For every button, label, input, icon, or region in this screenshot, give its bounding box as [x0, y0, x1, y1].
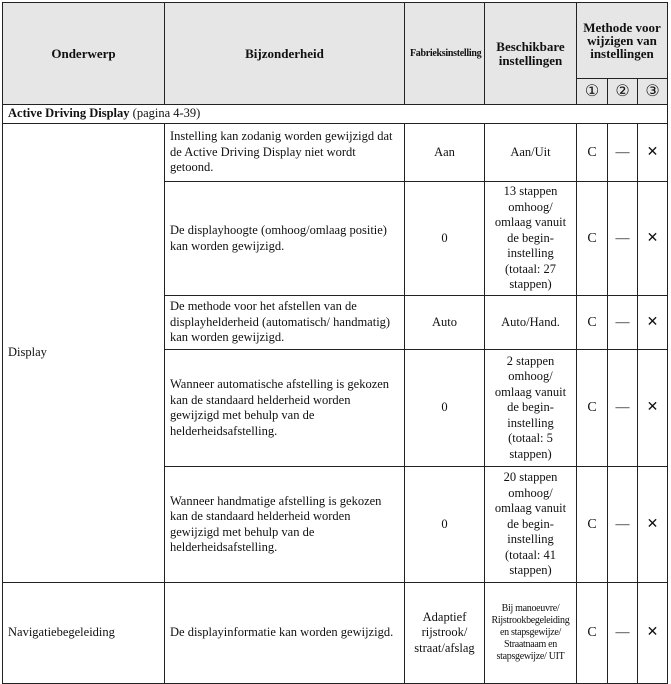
header-onderwerp: Onderwerp	[3, 3, 165, 105]
available-cell: Bij manoeuvre/ Rijstrookbegeleiding en stapsgewijze/ Straatnaam en stapsgewijze/ UIT	[485, 583, 577, 684]
header-method-3: ③	[638, 79, 668, 105]
method2-cell: —	[608, 182, 638, 296]
method2-cell: —	[608, 124, 638, 182]
onderwerp-display: Display	[3, 124, 165, 583]
method1-cell: C	[577, 583, 608, 684]
available-cell: 13 stappen omhoog/ omlaag vanuit de begin-instelling (totaal: 27 stappen)	[485, 182, 577, 296]
detail-cell: Wanneer handmatige afstelling is gekozen kan de standaard helderheid worden gewijzigd met behulp van de helderheidsafstelling.	[165, 467, 405, 583]
header-methode: Methode voor wijzigen van instellingen	[577, 3, 668, 79]
factory-cell: 0	[405, 467, 485, 583]
settings-table	[2, 2, 668, 684]
header-method-2: ②	[608, 79, 638, 105]
method3-cell: ✕	[638, 124, 668, 182]
method2-cell: —	[608, 296, 638, 350]
method3-cell: ✕	[638, 350, 668, 467]
method3-cell: ✕	[638, 583, 668, 684]
factory-cell: Aan	[405, 124, 485, 182]
method1-cell: C	[577, 182, 608, 296]
header-method-1: ①	[577, 79, 608, 105]
table-row	[3, 124, 668, 182]
detail-cell: De methode voor het afstellen van de displayhelderheid (automatisch/ handmatig) kan worden gewijzigd.	[165, 296, 405, 350]
section-page-ref: (pagina 4-39)	[129, 106, 201, 121]
method2-cell: —	[608, 350, 638, 467]
table-row	[3, 583, 668, 684]
factory-cell: 0	[405, 182, 485, 296]
detail-cell: Instelling kan zodanig worden gewijzigd dat de Active Driving Display niet wordt getoond.	[165, 124, 405, 182]
section-row	[3, 105, 668, 124]
method3-cell: ✕	[638, 296, 668, 350]
method1-cell: C	[577, 296, 608, 350]
section-title: Active Driving Display	[8, 106, 130, 121]
section-title-cell	[3, 105, 668, 124]
method1-cell: C	[577, 467, 608, 583]
header-beschikbare-instellingen: Beschikbare instellingen	[485, 3, 577, 105]
onderwerp-navigatiebegeleiding: Navigatiebegeleiding	[3, 583, 165, 684]
available-cell: 2 stappen omhoog/ omlaag vanuit de begin-instelling (totaal: 5 stappen)	[485, 350, 577, 467]
method1-cell: C	[577, 350, 608, 467]
method2-cell: —	[608, 467, 638, 583]
factory-cell: Auto	[405, 296, 485, 350]
method3-cell: ✕	[638, 467, 668, 583]
method2-cell: —	[608, 583, 638, 684]
method3-cell: ✕	[638, 182, 668, 296]
detail-cell: De displayhoogte (omhoog/omlaag positie) kan worden gewijzigd.	[165, 182, 405, 296]
factory-cell: 0	[405, 350, 485, 467]
available-cell: 20 stappen omhoog/ omlaag vanuit de begin-instelling (totaal: 41 stappen)	[485, 467, 577, 583]
header-bijzonderheid: Bijzonderheid	[165, 3, 405, 105]
method1-cell: C	[577, 124, 608, 182]
available-cell: Auto/Hand.	[485, 296, 577, 350]
available-cell: Aan/Uit	[485, 124, 577, 182]
factory-cell: Adaptief rijstrook/ straat/afslag	[405, 583, 485, 684]
detail-cell: Wanneer automatische afstelling is gekozen kan de standaard helderheid worden gewijzigd met behulp van de helderheidsafstelling.	[165, 350, 405, 467]
header-fabrieksinstelling: Fabrieksinstelling	[405, 3, 485, 105]
detail-cell: De displayinformatie kan worden gewijzigd.	[165, 583, 405, 684]
